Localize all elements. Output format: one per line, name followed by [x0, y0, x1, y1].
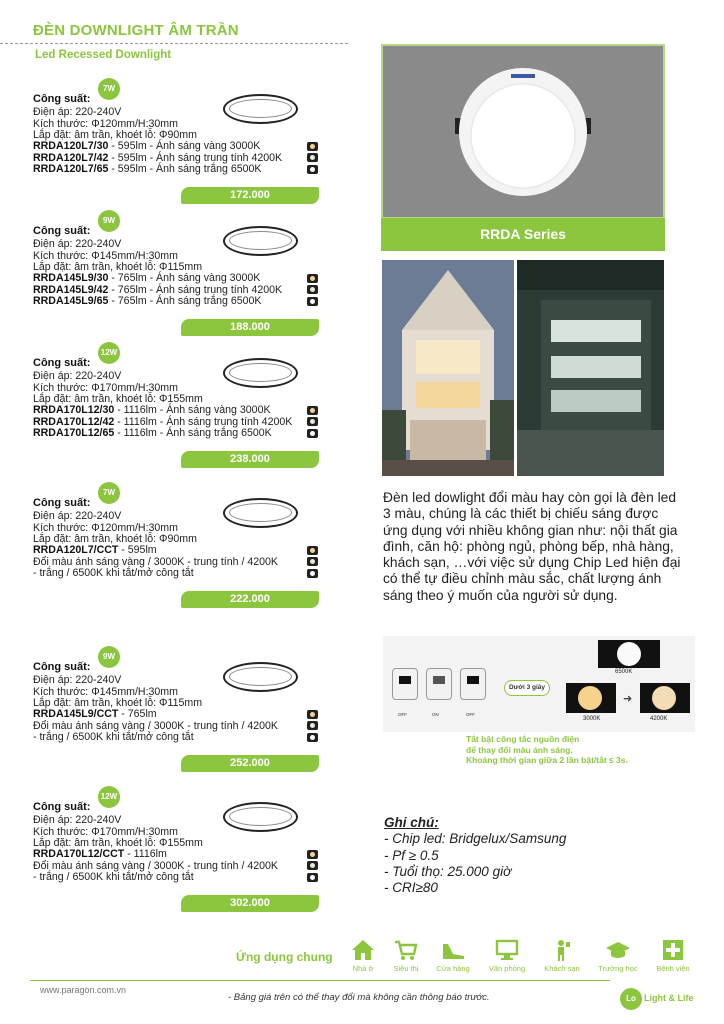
monitor-icon: [494, 938, 520, 962]
model-code: RRDA145L9/CCT: [33, 708, 119, 720]
model-line: [33, 416, 292, 428]
spec-line: Điện áp: 220-240V: [33, 674, 122, 686]
color-swatch: [307, 297, 318, 306]
app-school: Trường học: [596, 938, 640, 973]
wattage-badge: 12W: [98, 342, 120, 364]
tile-3000k: [566, 683, 616, 713]
header-divider: [0, 43, 348, 44]
app-supermarket: Siêu thị: [384, 938, 428, 973]
model-desc: Đổi màu ánh sáng vàng / 3000K - trung tính / 4200K: [33, 719, 278, 732]
notes-title: Ghi chú:: [384, 815, 439, 830]
lamp-diagram: [223, 94, 298, 124]
switch-label-1: OFF: [398, 712, 407, 717]
app-office: Văn phòng: [485, 938, 529, 973]
cart-icon: [393, 938, 419, 962]
model-desc: - 595lm - Ánh sáng vàng 3000K: [108, 140, 261, 152]
model-code: RRDA170L12/65: [33, 427, 115, 439]
model-desc: - 1116lm - Ánh sáng trắng 6500K: [114, 427, 272, 439]
color-swatch: [307, 406, 318, 415]
spec-line: Lắp đặt: âm trần, khoét lỗ: Φ90mm: [33, 129, 197, 141]
note-item: - Chip led: Bridgelux/Samsung: [384, 831, 567, 847]
lamp-diagram: [223, 802, 298, 832]
under-3s-badge: Dưới 3 giây: [504, 680, 550, 696]
footer-note: - Bảng giá trên có thể thay đổi mà không cần thông báo trước.: [228, 992, 490, 1003]
model-desc: - 1116lm - Ánh sáng vàng 3000K: [114, 404, 271, 416]
spec-line: Kích thước: Φ145mm/H:30mm: [33, 685, 178, 698]
wattage-badge: 12W: [98, 786, 120, 808]
model-line: [33, 871, 194, 883]
shoe-icon: [440, 938, 466, 962]
wattage-badge: 9W: [98, 210, 120, 232]
spec-line: Điện áp: 220-240V: [33, 814, 122, 826]
product-block: [33, 792, 328, 916]
temp-4200k-label: 4200K: [650, 716, 668, 722]
model-line: [33, 848, 167, 860]
building-photo-night: [517, 260, 664, 476]
model-line: [33, 860, 278, 872]
model-desc: - 595lm: [118, 544, 157, 556]
tile-6500k: [598, 640, 660, 668]
lamp-diagram: [223, 498, 298, 528]
product-block: [33, 652, 328, 776]
model-line: [33, 163, 262, 175]
app-house: Nhà ở: [341, 938, 385, 973]
switch-label-3: OFF: [466, 712, 475, 717]
page-subtitle: Led Recessed Downlight: [35, 49, 172, 61]
color-swatch: [307, 274, 318, 283]
wattage-badge: 7W: [98, 78, 120, 100]
color-swatch: [307, 721, 318, 730]
spec-line: Lắp đặt: âm trần, khoét lỗ: Φ115mm: [33, 261, 203, 273]
power-caption: Công suất:: [33, 357, 91, 369]
model-desc: - 765lm - Ánh sáng vàng 3000K: [108, 272, 261, 284]
model-code: RRDA120L7/42: [33, 151, 109, 164]
brand-logo: Lo: [620, 988, 642, 1010]
power-caption: Công suất:: [33, 497, 91, 509]
temp-3000k-label: 3000K: [583, 716, 601, 722]
power-caption: Công suất:: [33, 225, 91, 237]
wattage-badge: 9W: [98, 646, 120, 668]
model-desc: - 765lm - Ánh sáng trung tính 4200K: [108, 283, 283, 296]
switch-note: Tắt bật công tắc nguồn điện để thay đổi màu ánh sáng. Khoảng thời gian giữa 2 lần bật/tắt ≤ 3s.: [466, 734, 628, 765]
product-block: [33, 84, 328, 208]
model-line: [33, 295, 262, 307]
model-code: RRDA170L12/30: [33, 404, 115, 416]
color-swatch: [307, 873, 318, 882]
power-caption: Công suất:: [33, 93, 91, 105]
model-code: RRDA120L7/30: [33, 140, 109, 152]
price-tag: 172.000: [181, 187, 319, 204]
footer-url[interactable]: www.paragon.com.vn: [40, 985, 127, 995]
color-swatch: [307, 710, 318, 719]
color-swatch: [307, 285, 318, 294]
lamp-diagram: [223, 226, 298, 256]
model-code: RRDA145L9/30: [33, 272, 109, 284]
model-line: [33, 272, 260, 284]
model-code: RRDA170L12/CCT: [33, 848, 125, 860]
spec-line: Kích thước: Φ120mm/H:30mm: [33, 521, 178, 534]
spec-line: Điện áp: 220-240V: [33, 238, 122, 250]
model-desc: Đổi màu ánh sáng vàng / 3000K - trung tính / 4200K: [33, 859, 278, 872]
model-line: [33, 720, 278, 732]
bellboy-icon: [549, 938, 575, 962]
notes-block: [384, 815, 566, 896]
medical-cross-icon: [660, 938, 686, 962]
model-code: RRDA145L9/42: [33, 283, 109, 296]
description-text: Đèn led dowlight đổi màu hay còn gọi là đèn led 3 màu, chúng là các thiết bị chiếu sáng được ứng dụng với nhiều không gian như: nội thất gia đình, căn hộ: phòng ngủ, phòng bếp, nhà hàng, khách sạn, …với việc sử dụng Chip Led hiện đại có thể tự điều chỉnh màu sắc, chất lượng ánh sáng theo ý muốn của người sử dụng.: [383, 490, 681, 603]
model-desc: - trắng / 6500K khi tắt/mở công tắt: [33, 731, 194, 743]
note-item: - Tuổi thọ: 25.000 giờ: [384, 863, 512, 879]
spec-line: Lắp đặt: âm trần, khoét lỗ: Φ115mm: [33, 697, 203, 709]
app-shop: Cửa hàng: [431, 938, 475, 973]
price-tag: 222.000: [181, 591, 319, 608]
model-desc: - trắng / 6500K khi tắt/mở công tắt: [33, 871, 194, 883]
model-desc: - 595lm - Ánh sáng trung tính 4200K: [108, 151, 283, 164]
price-tag: 188.000: [181, 319, 319, 336]
price-tag: 238.000: [181, 451, 319, 468]
app-hotel: Khách sạn: [540, 938, 584, 973]
brand-tagline: Light & Life: [644, 993, 694, 1003]
power-caption: Công suất:: [33, 801, 91, 813]
switch-off-1: [392, 668, 418, 700]
series-label: RRDA Series: [381, 218, 665, 251]
price-tag: 252.000: [181, 755, 319, 772]
switch-label-2: ON: [432, 712, 439, 717]
note-item: - Pf ≥ 0.5: [384, 847, 439, 863]
building-photo-day: [382, 260, 514, 476]
model-desc: - 765lm - Ánh sáng trắng 6500K: [108, 295, 262, 307]
price-tag: 302.000: [181, 895, 319, 912]
wattage-badge: 7W: [98, 482, 120, 504]
color-swatch: [307, 861, 318, 870]
spec-line: Lắp đặt: âm trần, khoét lỗ: Φ155mm: [33, 837, 203, 849]
graduation-cap-icon: [605, 938, 631, 962]
product-block: [33, 216, 328, 340]
color-swatch: [307, 557, 318, 566]
color-swatch: [307, 733, 318, 742]
spec-line: Lắp đặt: âm trần, khoét lỗ: Φ90mm: [33, 533, 197, 545]
color-swatch: [307, 569, 318, 578]
spec-line: Lắp đặt: âm trần, khoét lỗ: Φ155mm: [33, 393, 203, 405]
model-code: RRDA120L7/CCT: [33, 544, 119, 556]
applications-title: Ứng dụng chung: [236, 950, 333, 964]
note-item: - CRI≥80: [384, 880, 438, 896]
model-code: RRDA170L12/42: [33, 415, 115, 428]
spec-line: Điện áp: 220-240V: [33, 510, 122, 522]
model-line: [33, 427, 272, 439]
model-line: [33, 567, 194, 579]
page-title: ĐÈN DOWNLIGHT ÂM TRẦN: [33, 22, 239, 39]
lamp-diagram: [223, 358, 298, 388]
arrow-right-icon: ➜: [623, 693, 633, 705]
spec-line: Kích thước: Φ145mm/H:30mm: [33, 249, 178, 262]
product-block: [33, 348, 328, 472]
model-line: [33, 152, 282, 164]
color-swatch: [307, 165, 318, 174]
product-block: [33, 488, 328, 612]
temp-6500k-label: 6500K: [615, 669, 633, 675]
model-desc: - 595lm - Ánh sáng trắng 6500K: [108, 163, 262, 175]
model-line: [33, 731, 194, 743]
spec-line: Điện áp: 220-240V: [33, 106, 122, 118]
lamp-diagram: [223, 662, 298, 692]
model-line: [33, 284, 282, 296]
app-hospital: Bệnh viện: [651, 938, 695, 973]
model-code: RRDA120L7/65: [33, 163, 109, 175]
house-icon: [350, 938, 376, 962]
model-line: [33, 544, 157, 556]
model-line: [33, 404, 271, 416]
switch-on: [426, 668, 452, 700]
model-code: RRDA145L9/65: [33, 295, 109, 307]
color-swatch: [307, 850, 318, 859]
switch-off-2: [460, 668, 486, 700]
spec-line: Điện áp: 220-240V: [33, 370, 122, 382]
product-photo: [381, 44, 665, 219]
footer-divider: [30, 980, 610, 981]
model-desc: - 765lm: [118, 708, 157, 720]
tile-4200k: [640, 683, 690, 713]
model-desc: - trắng / 6500K khi tắt/mở công tắt: [33, 567, 194, 579]
model-line: [33, 708, 157, 720]
spec-line: Kích thước: Φ170mm/H:30mm: [33, 825, 178, 838]
model-line: [33, 556, 278, 568]
color-swatch: [307, 153, 318, 162]
power-caption: Công suất:: [33, 661, 91, 673]
color-swatch: [307, 429, 318, 438]
model-desc: Đổi màu ánh sáng vàng / 3000K - trung tính / 4200K: [33, 555, 278, 568]
spec-line: Kích thước: Φ170mm/H:30mm: [33, 381, 178, 394]
model-desc: - 1116lm - Ánh sáng trung tính 4200K: [114, 415, 293, 428]
color-swatch: [307, 546, 318, 555]
model-line: [33, 140, 260, 152]
color-swatch: [307, 142, 318, 151]
spec-line: Kích thước: Φ120mm/H:30mm: [33, 117, 178, 130]
color-swatch: [307, 417, 318, 426]
model-desc: - 1116lm: [124, 848, 167, 860]
